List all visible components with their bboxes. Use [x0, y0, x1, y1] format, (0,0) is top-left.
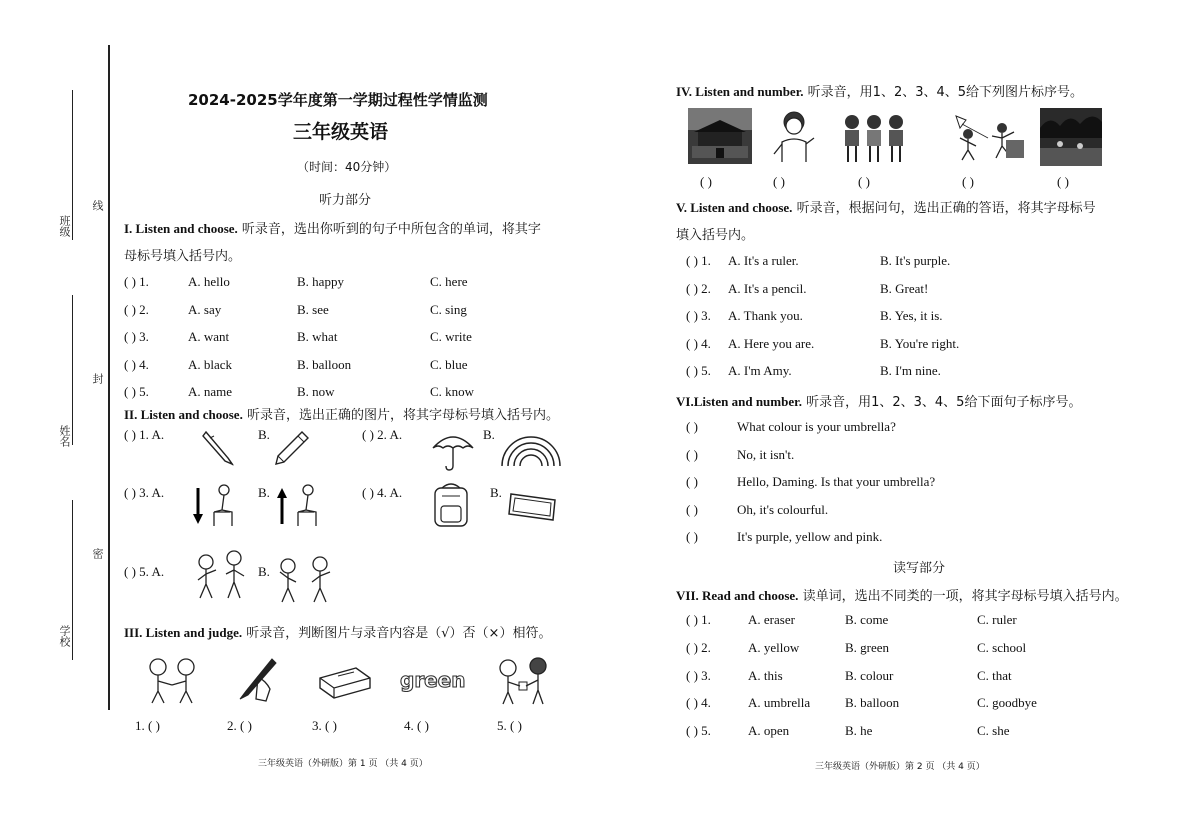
q5-row-2-option-b: B. Great! — [880, 280, 929, 296]
q1-row-2-option-b: B. see — [297, 301, 329, 317]
seal-char-line: 线 — [91, 200, 104, 211]
q5-heading-cn: 听录音，根据问句，选出正确的答语，将其字母标号 — [796, 201, 1096, 216]
binding-line — [108, 45, 110, 710]
kids-group-image — [838, 112, 914, 164]
q2-heading — [124, 404, 559, 423]
q4-heading-en: IV. Listen and number. — [676, 84, 804, 99]
q1-row-3-option-b: B. what — [297, 329, 338, 344]
class-label: 班级 — [58, 215, 71, 237]
q5-heading-en: V. Listen and choose. — [676, 200, 793, 215]
fountain-pen-image — [200, 428, 240, 468]
q5-row-3-number: ( ) 3. — [686, 308, 711, 323]
q2-5-b-label: B. — [258, 564, 270, 579]
q1-row-1-option-a: A. hello — [188, 274, 230, 289]
greeting-kids-a-image — [190, 548, 252, 600]
rainbow-image — [498, 428, 564, 468]
q1-heading-cn: 听录音，选出你听到的句子中所包含的单词，将其字 — [241, 222, 541, 237]
q5-row-1-option-b: B. It's purple. — [880, 253, 951, 268]
park-photo — [1040, 108, 1102, 166]
q7-row-2-number: ( ) 2. — [686, 639, 711, 655]
q7-row-1-number: ( ) 1. — [686, 612, 711, 627]
q1-row-5-number: ( ) 5. — [124, 384, 149, 399]
q1-heading-en: I. Listen and choose. — [124, 221, 238, 236]
q2-3-b-label: B. — [258, 485, 270, 500]
q2-4-a-label: ( ) 4. A. — [362, 485, 403, 500]
exam-title: 2024-2025学年度第一学期过程性学情监测 — [188, 91, 488, 109]
q3-answer-2: 2. ( ) — [227, 718, 252, 733]
q1-row-1-option-b: B. happy — [297, 274, 344, 289]
umbrella-image — [430, 428, 476, 472]
q5-row-2-option-a: A. It's a pencil. — [728, 280, 807, 296]
q6-row-5-number: ( ) — [686, 529, 698, 544]
schoolbag-image — [430, 480, 472, 530]
q1-row-4-option-a: A. black — [188, 356, 233, 372]
page2-footer: 三年级英语（外研版）第 2 页 （共 4 页） — [815, 762, 985, 772]
q6-row-4-sentence: Oh, it's colourful. — [737, 501, 829, 517]
q1-row-4-option-c: C. blue — [430, 356, 468, 372]
q5-row-2-number: ( ) 2. — [686, 280, 711, 296]
sit-down-image — [190, 482, 242, 530]
q6-row-3-sentence: Hello, Daming. Is that your umbrella? — [737, 474, 936, 489]
q1-heading-cn2: 母标号填入括号内。 — [124, 249, 242, 264]
q7-row-5-option-c: C. she — [977, 723, 1010, 739]
q2-2-b-label: B. — [483, 427, 495, 442]
q4-blank-4: ( ) — [962, 174, 974, 189]
q5-row-4-number: ( ) 4. — [686, 335, 711, 351]
q7-row-3-option-c: C. that — [977, 667, 1012, 683]
q3-answer-3: 3. ( ) — [312, 718, 337, 733]
friends-image — [140, 655, 204, 705]
q1-row-5-option-a: A. name — [188, 384, 233, 399]
q1-row-4-number: ( ) 4. — [124, 356, 149, 372]
q5-row-5-number: ( ) 5. — [686, 363, 711, 378]
boy-waving-image — [770, 108, 820, 164]
q6-row-1-sentence: What colour is your umbrella? — [737, 419, 896, 434]
q6-heading-en: VI.Listen and number. — [676, 394, 802, 409]
q5-row-4-option-a: A. Here you are. — [728, 335, 815, 351]
q7-heading — [676, 585, 1128, 604]
q7-row-3-option-b: B. colour — [845, 667, 894, 683]
q7-row-2-option-b: B. green — [845, 639, 890, 655]
q1-row-3-option-c: C. write — [430, 329, 472, 344]
q5-row-1-number: ( ) 1. — [686, 253, 711, 268]
q4-heading-cn: 听录音，用1、2、3、4、5给下列图片标序号。 — [807, 85, 1084, 100]
q6-row-2-number: ( ) — [686, 446, 698, 462]
q7-row-1-option-a: A. eraser — [748, 612, 795, 627]
q4-blank-3: ( ) — [858, 174, 870, 189]
eraser-image — [316, 664, 374, 700]
q1-row-5-option-c: C. know — [430, 384, 475, 399]
exam-subtitle: 三年级英语 — [293, 121, 389, 143]
q6-heading-cn: 听录音，用1、2、3、4、5给下面句子标序号。 — [806, 395, 1082, 410]
q2-heading-en: II. Listen and choose. — [124, 407, 243, 422]
q7-row-5-number: ( ) 5. — [686, 723, 711, 739]
q2-1-b-label: B. — [258, 427, 270, 442]
q4-blank-2: ( ) — [773, 174, 785, 189]
q7-heading-en: VII. Read and choose. — [676, 588, 799, 603]
q3-answer-1: 1. ( ) — [135, 718, 160, 733]
q4-heading — [676, 81, 1083, 100]
hand-pen-image — [232, 655, 284, 705]
q2-4-b-label: B. — [490, 485, 502, 500]
q6-row-5-sentence: It's purple, yellow and pink. — [737, 529, 883, 544]
q7-row-5-option-b: B. he — [845, 723, 873, 739]
q5-heading — [676, 197, 1096, 216]
q2-3-a-label: ( ) 3. A. — [124, 485, 165, 500]
q7-row-1-option-c: C. ruler — [977, 612, 1017, 627]
q5-row-3-option-b: B. Yes, it is. — [880, 308, 943, 323]
q7-row-2-option-c: C. school — [977, 639, 1027, 655]
q7-row-2-option-a: A. yellow — [748, 639, 800, 655]
stand-up-image — [272, 482, 324, 530]
q3-heading-cn: 听录音，判断图片与录音内容是（√）否（×）相符。 — [246, 626, 552, 641]
section-listening: 听力部分 — [319, 193, 372, 208]
q1-row-4-option-b: B. balloon — [297, 356, 352, 372]
q2-heading-cn: 听录音，选出正确的图片，将其字母标号填入括号内。 — [246, 408, 559, 423]
school-field-line — [72, 500, 73, 660]
q3-answer-4: 4. ( ) — [404, 718, 429, 733]
q5-row-5-option-a: A. I'm Amy. — [728, 363, 792, 378]
q2-2-a-label: ( ) 2. A. — [362, 427, 403, 442]
name-label: 姓名 — [58, 425, 71, 447]
q6-row-4-number: ( ) — [686, 501, 698, 517]
seal-char-seal: 封 — [91, 373, 104, 384]
name-field-line — [72, 295, 73, 445]
green-word-image — [398, 666, 466, 694]
q5-row-3-option-a: A. Thank you. — [728, 308, 803, 323]
q7-row-1-option-b: B. come — [845, 612, 889, 627]
gift-kids-image — [494, 656, 552, 706]
q1-row-2-number: ( ) 2. — [124, 301, 149, 317]
green-word-text: green — [400, 668, 466, 692]
q6-row-1-number: ( ) — [686, 419, 698, 434]
pencil-image — [272, 428, 312, 468]
q1-row-2-option-a: A. say — [188, 301, 222, 317]
q5-heading-cn2: 填入括号内。 — [676, 228, 755, 243]
school-label: 学校 — [58, 625, 71, 647]
q1-row-1-option-c: C. here — [430, 274, 468, 289]
q1-row-2-option-c: C. sing — [430, 301, 467, 317]
q7-row-4-option-b: B. balloon — [845, 695, 900, 711]
q1-heading — [124, 218, 541, 237]
q1-row-5-option-b: B. now — [297, 384, 335, 399]
q3-heading — [124, 622, 551, 641]
q3-heading-en: III. Listen and judge. — [124, 625, 243, 640]
q5-row-1-option-a: A. It's a ruler. — [728, 253, 799, 268]
q7-row-5-option-a: A. open — [748, 723, 790, 739]
q6-row-2-sentence: No, it isn't. — [737, 446, 795, 462]
q7-heading-cn: 读单词，选出不同类的一项，将其字母标号填入括号内。 — [802, 589, 1128, 604]
q5-row-5-option-b: B. I'm nine. — [880, 363, 941, 378]
pencil-box-image — [505, 486, 561, 526]
q5-row-4-option-b: B. You're right. — [880, 335, 960, 351]
q4-blank-5: ( ) — [1057, 174, 1069, 189]
exam-time: （时间：40分钟） — [297, 160, 397, 174]
q2-5-a-label: ( ) 5. A. — [124, 564, 165, 579]
kids-kite-image — [948, 112, 1028, 164]
q7-row-3-number: ( ) 3. — [686, 667, 711, 683]
q1-row-3-option-a: A. want — [188, 329, 230, 344]
class-field-line — [72, 90, 73, 240]
q7-row-4-option-c: C. goodbye — [977, 695, 1037, 711]
seal-char-secret: 密 — [91, 548, 104, 559]
tiananmen-photo — [688, 108, 752, 164]
q2-1-a-label: ( ) 1. A. — [124, 427, 165, 442]
q1-row-1-number: ( ) 1. — [124, 274, 149, 289]
q1-row-3-number: ( ) 3. — [124, 329, 149, 344]
page1-footer: 三年级英语（外研版）第 1 页 （共 4 页） — [258, 759, 428, 769]
q3-answer-5: 5. ( ) — [497, 718, 522, 733]
q4-blank-1: ( ) — [700, 174, 712, 189]
q6-row-3-number: ( ) — [686, 474, 698, 489]
greeting-kids-b-image — [272, 552, 338, 604]
q7-row-4-option-a: A. umbrella — [748, 695, 811, 711]
q6-heading — [676, 391, 1081, 410]
section-reading-writing: 读写部分 — [893, 561, 946, 576]
q7-row-3-option-a: A. this — [748, 667, 783, 683]
q7-row-4-number: ( ) 4. — [686, 695, 711, 711]
